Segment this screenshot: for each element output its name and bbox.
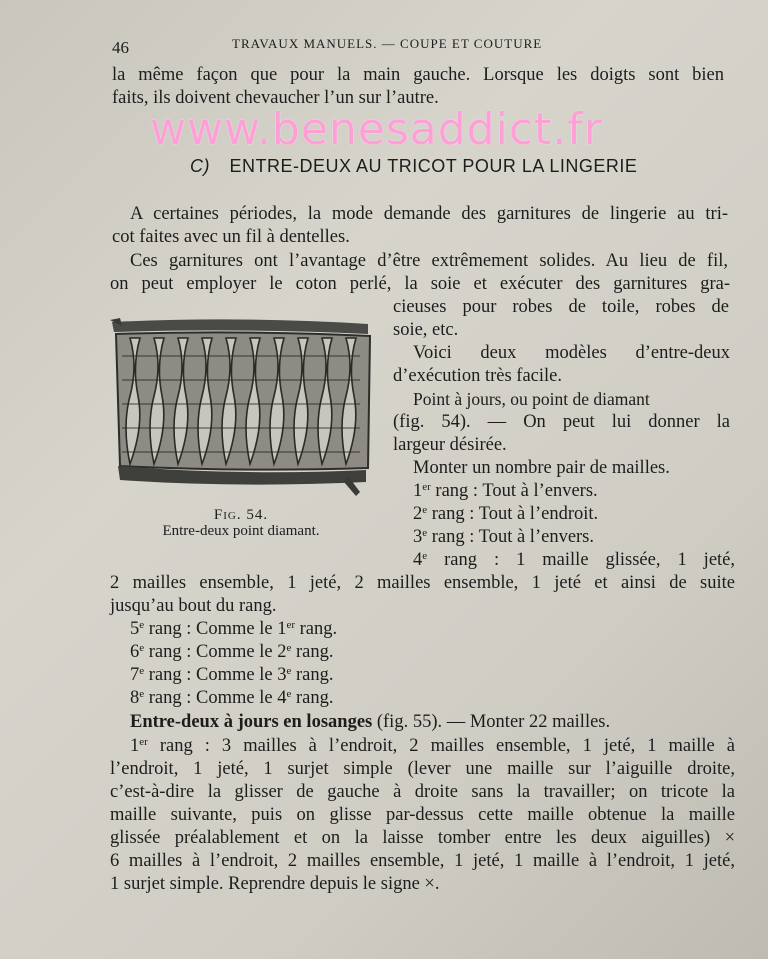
rang-3-line bbox=[413, 526, 594, 548]
rang-8-tail: rang. bbox=[291, 688, 334, 708]
watermark: www.benesaddict.fr bbox=[150, 104, 603, 155]
rang-3-text: rang : Tout à l’envers. bbox=[427, 527, 595, 547]
paragraph3-line-1: Voici deux modèles d’entre-deux bbox=[413, 343, 730, 363]
losanges-rang-1-line-7: 1 surjet simple. Reprendre depuis le signe ×. bbox=[110, 874, 440, 894]
rang-6-sup: e bbox=[139, 642, 145, 654]
rang-7-text: rang : Comme le 3 bbox=[144, 665, 287, 685]
losanges-title: Entre-deux à jours en losanges bbox=[130, 712, 373, 732]
rang-4-line-1 bbox=[413, 549, 735, 571]
point-diamant-title: Point à jours, ou point de diamant bbox=[413, 389, 650, 409]
rang-8-text: rang : Comme le 4 bbox=[144, 688, 287, 708]
rang-2-line bbox=[413, 503, 598, 525]
rang-5-sup2: er bbox=[286, 619, 296, 631]
rang-4-line-3: jusqu’au bout du rang. bbox=[110, 596, 277, 616]
paragraph1-line-2: cot faites avec un fil à dentelles. bbox=[112, 227, 350, 247]
losanges-rang-1-line-4: maille suivante, puis on glisse par-dessus cette maille obtenue la maille bbox=[110, 805, 735, 825]
paragraph3-line-2: d’exécution très facile. bbox=[393, 366, 562, 386]
rang-5-line bbox=[130, 618, 337, 640]
rang-6-text: rang : Comme le 2 bbox=[144, 642, 287, 662]
running-title: TRAVAUX MANUELS. — COUPE ET COUTURE bbox=[232, 36, 543, 51]
paragraph1-line-1: A certaines périodes, la mode demande des garnitures de lingerie au tri- bbox=[130, 204, 728, 224]
figure-caption: Entre-deux point diamant. bbox=[162, 523, 320, 539]
rang-7-num: 7 bbox=[130, 665, 140, 685]
rang-1-line bbox=[413, 480, 598, 502]
intro-line-2: faits, ils doivent chevaucher l’un sur l’autre. bbox=[112, 88, 439, 108]
section-letter: C) bbox=[190, 156, 210, 176]
rang-7-tail: rang. bbox=[291, 665, 334, 685]
losanges-rang-sup: er bbox=[139, 736, 148, 748]
rang-2-num: 2 bbox=[413, 504, 423, 524]
rang-1-num: 1 bbox=[413, 481, 423, 501]
losanges-rang-num: 1 bbox=[130, 736, 140, 756]
losanges-line bbox=[130, 711, 610, 733]
rang-6-line bbox=[130, 641, 333, 663]
rang-5-sup: e bbox=[139, 619, 145, 631]
paragraph2-line-1: Ces garnitures ont l’avantage d’être extrêmement solides. Au lieu de fil, bbox=[130, 251, 728, 271]
rang-2-sup: e bbox=[422, 504, 428, 516]
losanges-rang-1-line-1 bbox=[130, 735, 735, 757]
section-title bbox=[190, 156, 637, 177]
rang-6-tail: rang. bbox=[291, 642, 334, 662]
rang-8-sup: e bbox=[139, 688, 145, 700]
rang-7-line bbox=[130, 664, 333, 686]
rang-1-sup: er bbox=[422, 481, 431, 493]
rang-6-sup2: e bbox=[286, 642, 292, 654]
knitting-figure-illustration bbox=[110, 316, 372, 498]
rang-5-num: 5 bbox=[130, 619, 140, 639]
figure-label: Fig. 54. bbox=[213, 507, 269, 523]
section-title-text: ENTRE-DEUX AU TRICOT POUR LA LINGERIE bbox=[229, 156, 638, 176]
losanges-rang-1-line-5: glissée préalablement et on la laisse tomber entre les deux aiguilles) × bbox=[110, 828, 735, 848]
rang-3-sup: e bbox=[422, 527, 428, 539]
rang-3-num: 3 bbox=[413, 527, 423, 547]
losanges-rang-1-line-3: c’est-à-dire la glisser de gauche à droite sans la travailler; on tricote la bbox=[110, 782, 735, 802]
intro-line-1: la même façon que pour la main gauche. Lorsque les doigts sont bien bbox=[112, 65, 724, 85]
rang-4-num: 4 bbox=[413, 550, 423, 570]
rang-2-text: rang : Tout à l’endroit. bbox=[427, 504, 599, 524]
rang-8-num: 8 bbox=[130, 688, 140, 708]
rang-7-sup: e bbox=[139, 665, 145, 677]
losanges-rang-text: rang : 3 mailles à l’endroit, 2 mailles ensemble, 1 jeté, 1 maille à bbox=[147, 736, 735, 756]
rang-8-line bbox=[130, 687, 333, 709]
monter-line: Monter un nombre pair de mailles. bbox=[413, 458, 670, 478]
rang-6-num: 6 bbox=[130, 642, 140, 662]
paragraph2-line-4: soie, etc. bbox=[393, 320, 459, 340]
rang-4-line-2: 2 mailles ensemble, 1 jeté, 2 mailles ensemble, 1 jeté et ainsi de suite bbox=[110, 573, 735, 593]
point-diamant-line-2: (fig. 54). — On peut lui donner la bbox=[393, 412, 730, 432]
point-diamant-line-3: largeur désirée. bbox=[393, 435, 507, 455]
rang-4-sup: e bbox=[422, 550, 428, 562]
losanges-rang-1-line-6: 6 mailles à l’endroit, 2 mailles ensemble, 1 jeté, 1 maille à l’endroit, 1 jeté, bbox=[110, 851, 735, 871]
losanges-rang-1-line-2: l’endroit, 1 jeté, 1 surjet simple (lever une maille sur l’aiguille droite, bbox=[110, 759, 735, 779]
losanges-rest: (fig. 55). — Monter 22 mailles. bbox=[372, 712, 611, 732]
page-number: 46 bbox=[112, 38, 129, 57]
paragraph2-line-2: on peut employer le coton perlé, la soie et exécuter des garnitures gra- bbox=[110, 274, 730, 294]
rang-8-sup2: e bbox=[286, 688, 292, 700]
rang-5-text: rang : Comme le 1 bbox=[144, 619, 287, 639]
page-header bbox=[112, 30, 728, 58]
rang-1-text: rang : Tout à l’envers. bbox=[430, 481, 598, 501]
rang-7-sup2: e bbox=[286, 665, 292, 677]
rang-4-text: rang : 1 maille glissée, 1 jeté, bbox=[427, 550, 735, 570]
rang-5-tail: rang. bbox=[295, 619, 338, 639]
paragraph2-line-3: cieuses pour robes de toile, robes de bbox=[393, 297, 729, 317]
